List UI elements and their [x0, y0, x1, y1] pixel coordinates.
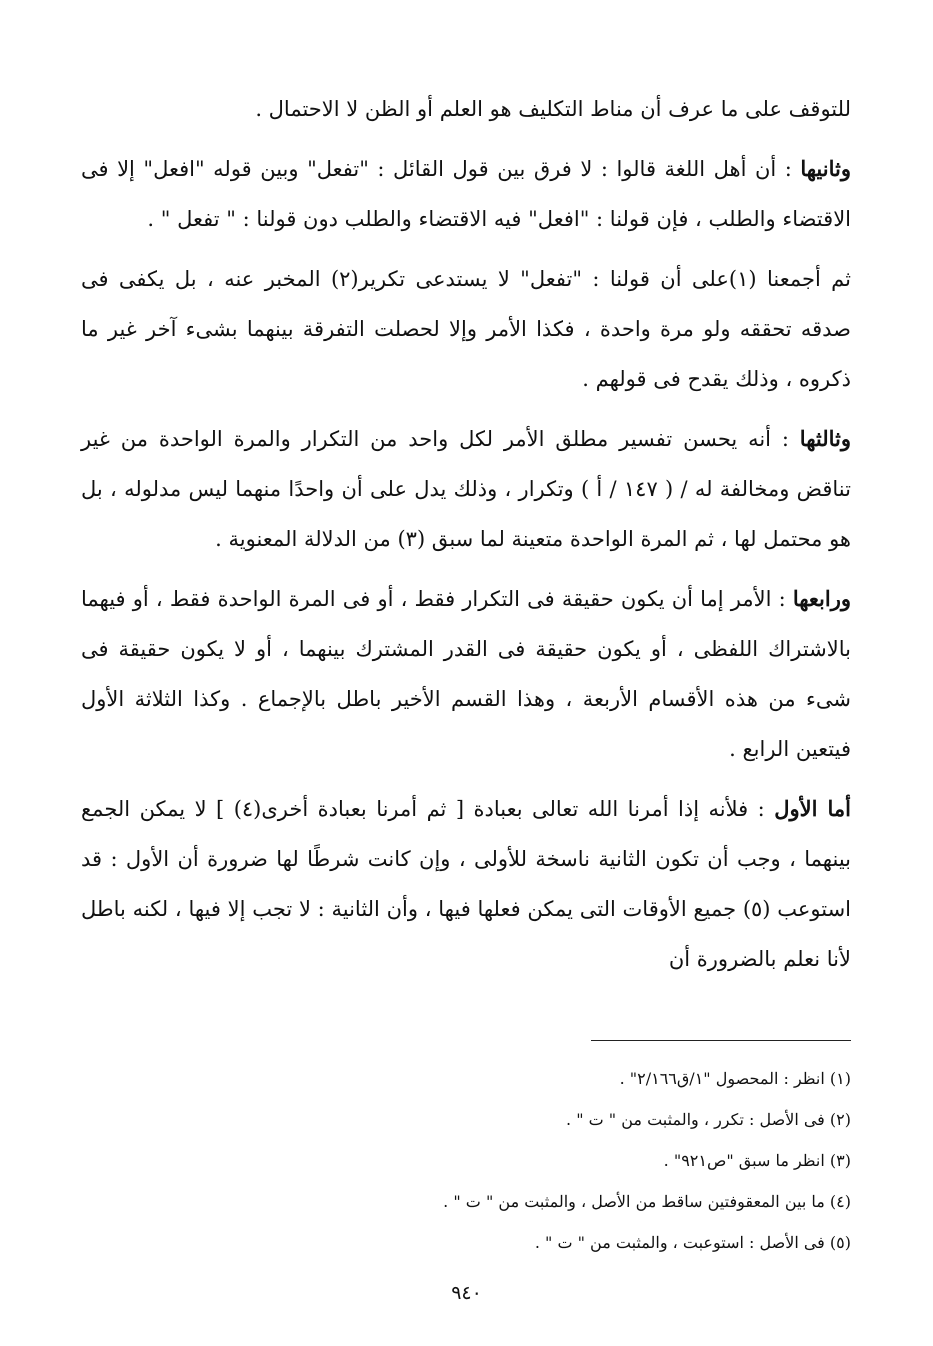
footnotes — [81, 1058, 851, 1263]
paragraph-5 — [81, 574, 851, 774]
paragraph-4 — [81, 414, 851, 564]
main-text — [81, 84, 851, 994]
footnote-1: (١) انظر : المحصول "١/ق٢/١٦٦" . — [619, 1069, 851, 1088]
paragraph-text: : فلأنه إذا أمرنا الله تعالى بعبادة [ ثم أمرنا بعبادة أخرى(٤) ] لا يمكن الجمع بينهما ، وجب أن تكون الثانية ناسخة للأولى ، وإن كانت شرطًا لها ضرورة أن الأول : قد استوعب (٥) جميع الأوقات التى يمكن فعلها فيها ، وأن الثانية : لا تجب إلا فيها ، لكنه باطل لأنا نعلم بالضرورة أن — [81, 797, 851, 971]
paragraph-6 — [81, 784, 851, 984]
footnote-5: (٥) فى الأصل : استوعبت ، والمثبت من " ت " . — [534, 1233, 851, 1252]
paragraph-1 — [81, 84, 851, 134]
paragraph-3 — [81, 254, 851, 404]
paragraph-2 — [81, 144, 851, 244]
paragraph-text: : أنه يحسن تفسير مطلق الأمر لكل واحد من التكرار والمرة الواحدة من غير تناقض ومخالفة له / ( ١٤٧ / أ ) وتكرار ، وذلك يدل على أن واحدًا منهما ليس مدلوله ، بل هو محتمل لها ، ثم المرة الواحدة متعينة لما سبق (٣) من الدلالة المعنوية . — [81, 427, 851, 551]
paragraph-lead: ورابعها — [792, 586, 851, 611]
footnote-separator — [591, 1040, 851, 1041]
paragraph-lead: وثانيها — [800, 156, 851, 181]
footnote-3: (٣) انظر ما سبق "ص٩٢١" . — [663, 1151, 851, 1170]
footnote-2: (٢) فى الأصل : تكرر ، والمثبت من " ت " . — [566, 1110, 851, 1129]
paragraph-lead: وثالثها — [799, 426, 851, 451]
paragraph-lead: أما الأول — [774, 796, 851, 821]
page-number: ٩٤٠ — [451, 1282, 482, 1304]
footnote-4: (٤) ما بين المعقوفتين ساقط من الأصل ، والمثبت من " ت " . — [443, 1192, 851, 1211]
paragraph-text: : الأمر إما أن يكون حقيقة فى التكرار فقط ، أو فى المرة الواحدة فقط ، أو فيهما بالاشتراك اللفظى ، أو يكون حقيقة فى القدر المشترك بينهما ، أو لا يكون حقيقة فى شىء من هذه الأقسام الأربعة ، وهذا القسم الأخير باطل بالإجماع . وكذا الثلاثة الأول فيتعين الرابع . — [81, 587, 851, 761]
paragraph-text: : أن أهل اللغة قالوا : لا فرق بين قول القائل : "تفعل" وبين قوله "افعل" إلا فى الاقتضاء والطلب ، فإن قولنا : "افعل" فيه الاقتضاء والطلب دون قولنا : " تفعل " . — [81, 157, 851, 231]
paragraph-text: ثم أجمعنا (١)على أن قولنا : "تفعل" لا يستدعى تكرير(٢) المخبر عنه ، بل يكفى فى صدقه تحققه ولو مرة واحدة ، فكذا الأمر وإلا لحصلت التفرقة بينهما بشىء آخر غير ما ذكروه ، وذلك يقدح فى قولهم . — [81, 267, 851, 391]
paragraph-text: للتوقف على ما عرف أن مناط التكليف هو العلم أو الظن لا الاحتمال . — [255, 97, 851, 121]
